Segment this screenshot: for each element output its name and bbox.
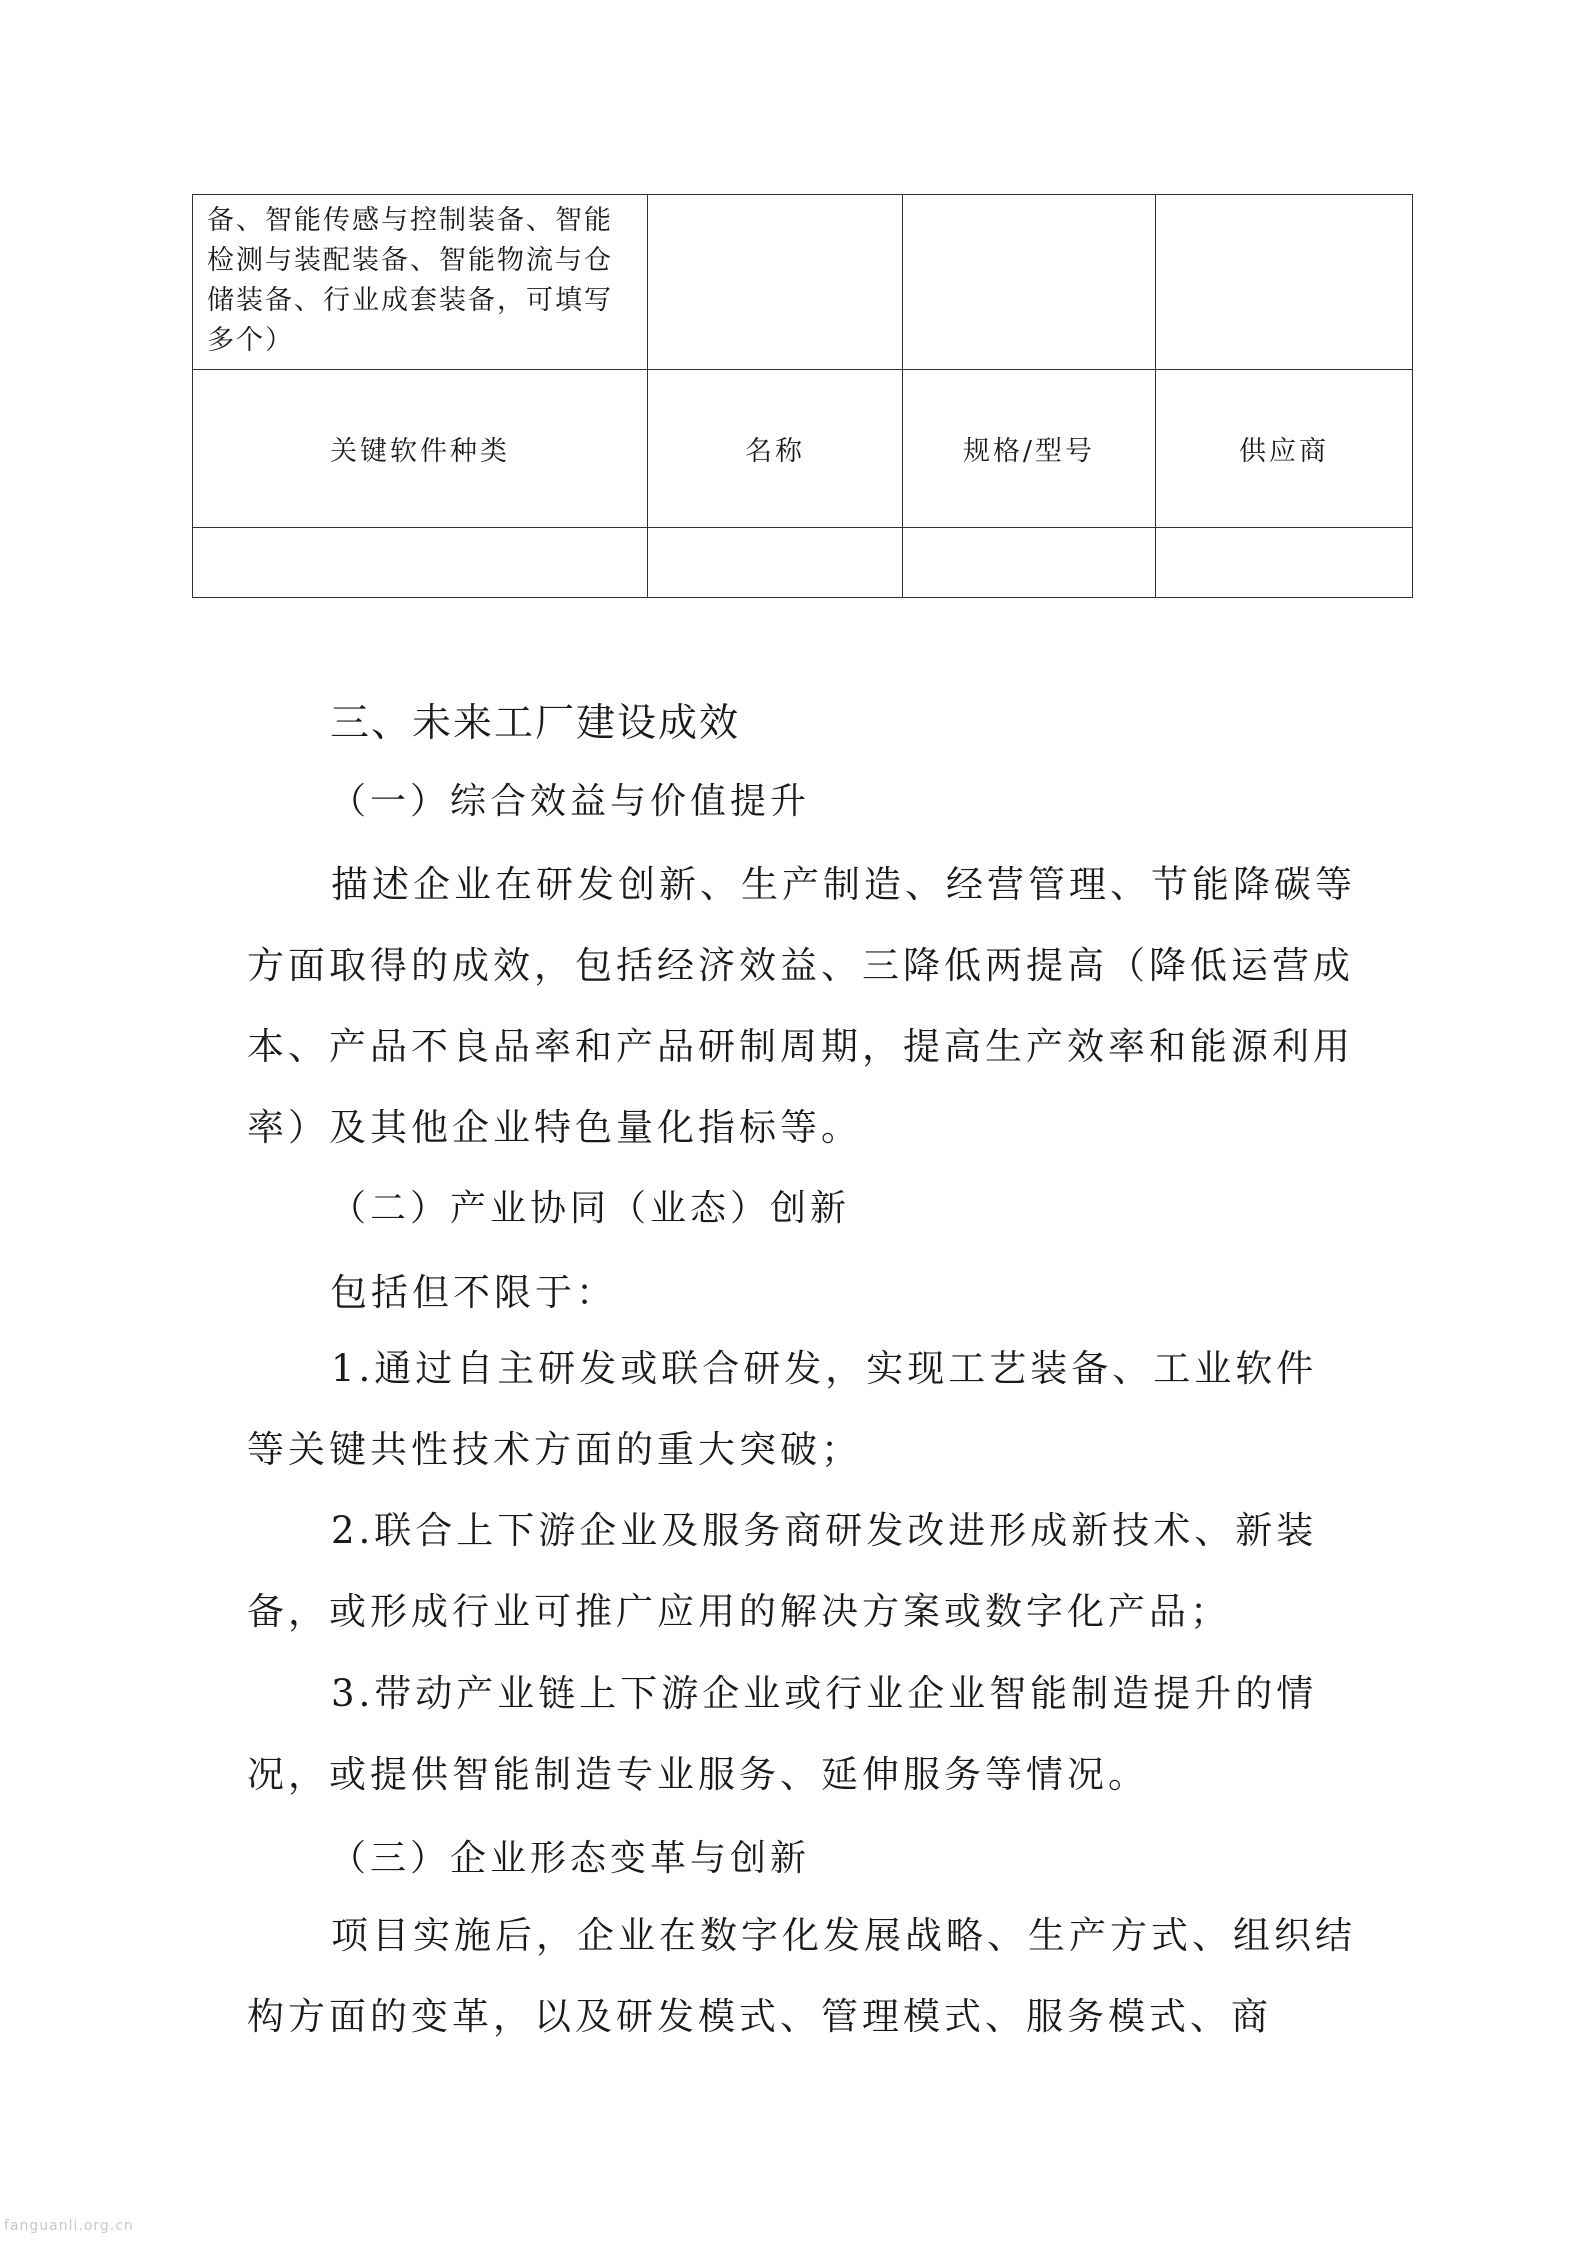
subsection-title-3: （三）企业形态变革与创新 [330, 1838, 811, 1879]
watermark: fanguanli.org.cn [4, 2218, 134, 2234]
table-cell [1156, 528, 1413, 598]
paragraph-benefits: 描述企业在研发创新、生产制造、经营管理、节能降碳等方面取得的成效，包括经济效益、三降低两提高（降低运营成本、产品不良品率和产品研制周期，提高生产效率和能源利用率）及其他企业特色量化指标等。 [247, 863, 1356, 1149]
subsection-title-2: （二）产业协同（业态）创新 [330, 1188, 851, 1229]
list-item-3: 3.带动产业链上下游企业或行业企业智能制造提升的情况，或提供智能制造专业服务、延伸服务等情况。 [247, 1672, 1318, 1796]
subsection-title-1: （一）综合效益与价值提升 [330, 781, 811, 822]
header-supplier: 供应商 [1156, 370, 1413, 528]
header-spec-model: 规格/型号 [903, 370, 1156, 528]
equipment-type-note: 备、智能传感与控制装备、智能检测与装配装备、智能物流与仓储装备、行业成套装备，可填写多个） [207, 205, 613, 356]
table-cell [1156, 195, 1413, 370]
table-cell [648, 528, 903, 598]
list-item-2: 2.联合上下游企业及服务商研发改进形成新技术、新装备，或形成行业可推广应用的解决方案或数字化产品； [247, 1509, 1318, 1633]
table-row [193, 528, 1413, 598]
table-row [193, 195, 1413, 370]
table-cell [648, 195, 903, 370]
header-software-type: 关键软件种类 [193, 370, 648, 528]
list-item-1: 1.通过自主研发或联合研发，实现工艺装备、工业软件等关键共性技术方面的重大突破； [247, 1347, 1318, 1471]
header-name: 名称 [648, 370, 903, 528]
paragraph-intro: 包括但不限于： [330, 1271, 617, 1314]
table-cell [193, 528, 648, 598]
table-header-row [193, 370, 1413, 528]
table-cell [903, 528, 1156, 598]
table-cell [903, 195, 1156, 370]
equipment-table [192, 194, 1413, 598]
paragraph-transformation: 项目实施后，企业在数字化发展战略、生产方式、组织结构方面的变革，以及研发模式、管理模式、服务模式、商 [247, 1914, 1356, 2038]
table-cell [193, 195, 648, 370]
section-title: 三、未来工厂建设成效 [330, 701, 741, 746]
